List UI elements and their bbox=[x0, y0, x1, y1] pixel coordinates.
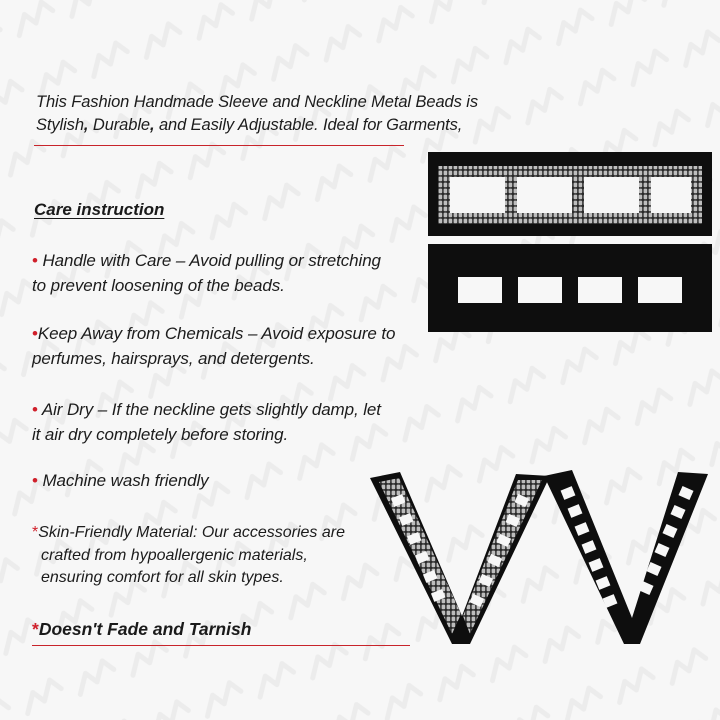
intro-word-durable: Durable bbox=[92, 116, 150, 134]
bullet-marker: • bbox=[32, 324, 38, 343]
plain-sleeve-image bbox=[428, 244, 712, 332]
care-bullet-machine-wash: • Machine wash friendly bbox=[32, 471, 209, 490]
product-description: This Fashion Handmade Sleeve and Neckline Metal Beads is Stylish, Durable, and Easily Adjustable. Ideal for Garments, bbox=[36, 93, 478, 134]
fade-tarnish-note: *Doesn't Fade and Tarnish bbox=[32, 619, 252, 639]
bullet-marker: • bbox=[32, 251, 38, 270]
care-heading: Care instruction bbox=[34, 200, 165, 219]
asterisk-marker: * bbox=[32, 524, 39, 541]
skin-friendly-note: *Skin-Friendly Material: Our accessories are crafted from hypoallergenic materials, ensuring comfort for all skin types. bbox=[32, 524, 345, 586]
asterisk-marker: * bbox=[32, 619, 39, 639]
bullet-marker: • bbox=[32, 471, 38, 490]
intro-word-stylish: Stylish bbox=[36, 116, 84, 134]
bullet-marker: • bbox=[32, 400, 38, 419]
intro-line-1: This Fashion Handmade Sleeve and Neckline Metal Beads is bbox=[36, 93, 478, 111]
care-bullet-air-dry: • Air Dry – If the neckline gets slightly damp, let it air dry completely before storing. bbox=[32, 400, 381, 444]
care-bullet-handle: • Handle with Care – Avoid pulling or stretching to prevent loosening of the beads. bbox=[32, 251, 381, 295]
care-bullet-chemicals: •Keep Away from Chemicals – Avoid exposure to perfumes, hairsprays, and detergents. bbox=[32, 324, 396, 368]
beaded-sleeve-image bbox=[428, 152, 712, 236]
divider-bottom bbox=[32, 645, 410, 646]
divider-top bbox=[34, 145, 404, 146]
plain-neckline-image bbox=[540, 466, 712, 648]
beaded-neckline-image bbox=[366, 466, 556, 648]
intro-line-2-end: and Easily Adjustable. Ideal for Garments, bbox=[158, 116, 463, 134]
